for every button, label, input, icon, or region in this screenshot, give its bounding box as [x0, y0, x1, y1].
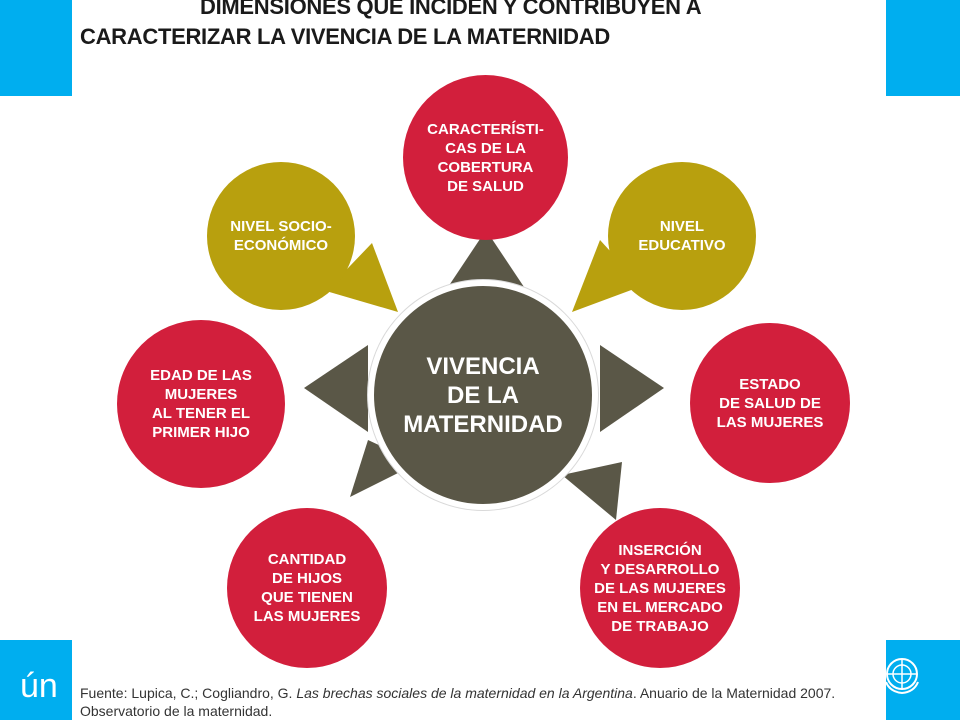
corner-text: ún [20, 667, 58, 705]
arrow-right [600, 345, 664, 432]
node-insercion-trabajo [580, 508, 740, 668]
center-node [368, 280, 598, 510]
node-nivel-socioeconomico-label: NIVEL SOCIO- ECONÓMICO [230, 218, 332, 254]
node-nivel-educativo-label: NIVEL EDUCATIVO [638, 218, 726, 254]
node-cantidad-hijos-label: CANTIDAD DE HIJOS QUE TIENEN LAS MUJERES [253, 551, 361, 625]
node-edad-primer-hijo [117, 320, 285, 488]
arrow-bottom-right [562, 462, 622, 520]
node-cobertura-salud-label: CARACTERÍSTI- CAS DE LA COBERTURA DE SALUD [427, 120, 544, 195]
node-insercion-trabajo-label: INSERCIÓN Y DESARROLLO DE LAS MUJERES EN EL MERCADO DE TRABAJO [594, 541, 726, 635]
source-suffix: . Anuario de la Maternidad 2007. Observatorio de la maternidad. [80, 685, 836, 719]
source-prefix: Fuente: Lupica, C.; Cogliandro, G. [80, 685, 297, 701]
node-edad-primer-hijo-label: EDAD DE LAS MUJERES AL TENER EL PRIMER HIJO [150, 367, 252, 441]
node-estado-salud [690, 323, 850, 483]
source-citation [80, 684, 880, 720]
source-title: Las brechas sociales de la maternidad en la Argentina [296, 685, 633, 701]
node-cobertura-salud [403, 75, 568, 240]
node-cantidad-hijos [227, 508, 387, 668]
title-line-2: CARACTERIZAR LA VIVENCIA DE LA MATERNIDAD [80, 24, 610, 49]
node-estado-salud-label: ESTADO DE SALUD DE LAS MUJERES [716, 375, 824, 431]
node-nivel-socioeconomico [207, 162, 355, 310]
center-node-label: VIVENCIA DE LA MATERNIDAD [403, 352, 563, 438]
node-nivel-educativo [608, 162, 756, 310]
arrow-left [304, 345, 368, 432]
title-line-1: DIMENSIONES QUE INCIDEN Y CONTRIBUYEN A [200, 0, 702, 19]
